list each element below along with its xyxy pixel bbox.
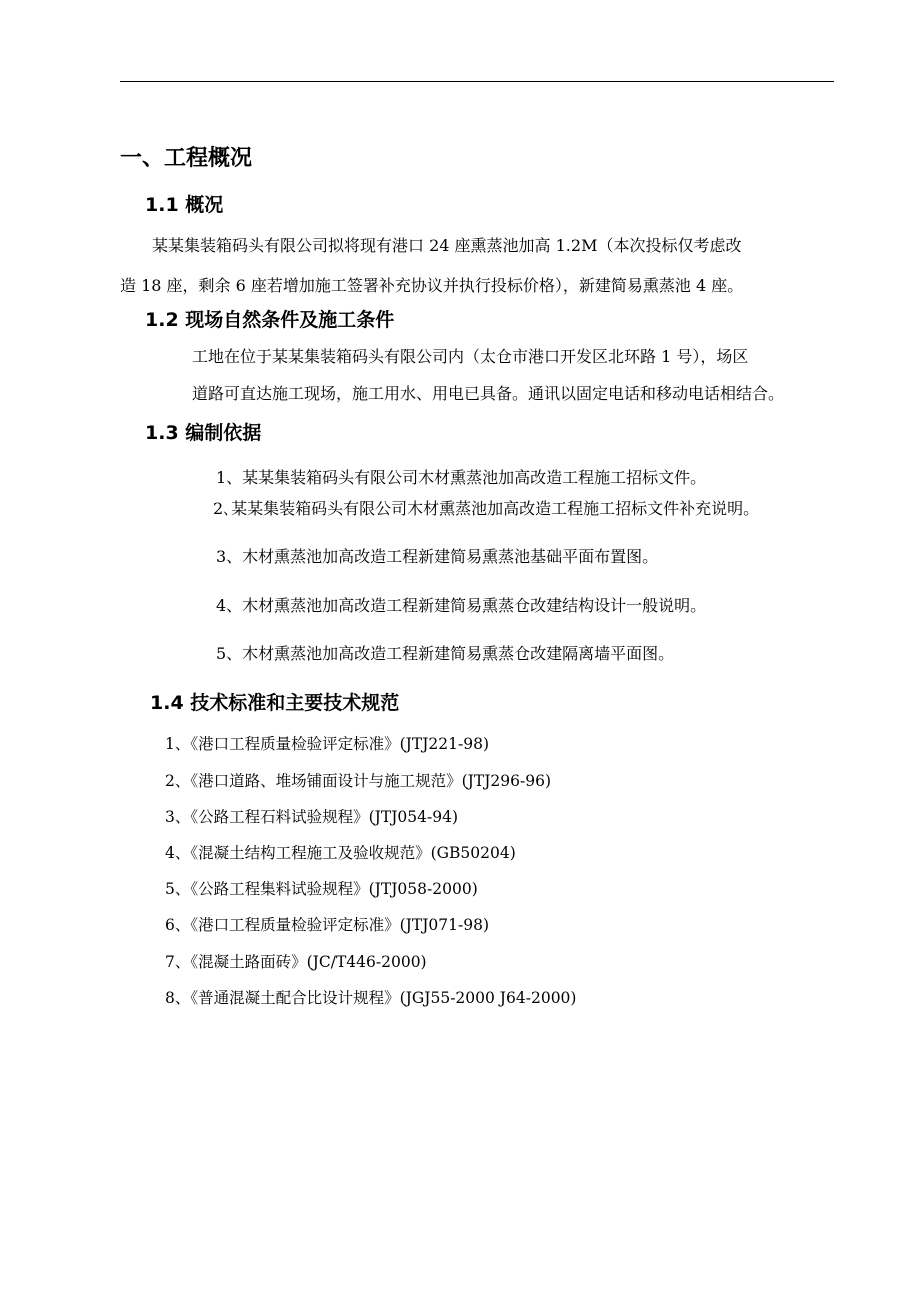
heading-1-4: 1.4 技术标准和主要技术规范	[150, 692, 400, 714]
standard-item: 7、《混凝土路面砖》(JC/T446-2000)	[165, 953, 427, 971]
basis-item: 3、木材熏蒸池加高改造工程新建简易熏蒸池基础平面布置图。	[216, 547, 659, 566]
heading-1-1: 1.1 概况	[145, 194, 224, 216]
basis-item: 5、木材熏蒸池加高改造工程新建简易熏蒸仓改建隔离墙平面图。	[216, 644, 675, 663]
header-rule	[120, 81, 834, 82]
basis-item: 2､某某集装箱码头有限公司木材熏蒸池加高改造工程施工招标文件补充说明。	[213, 499, 760, 518]
heading-1-3: 1.3 编制依据	[145, 422, 262, 444]
standard-item: 5、《公路工程集料试验规程》(JTJ058-2000)	[165, 880, 478, 898]
chapter-title: 一、工程概况	[120, 146, 253, 171]
standard-item: 1、《港口工程质量检验评定标准》(JTJ221-98)	[165, 735, 490, 753]
standard-item: 2、《港口道路、堆场铺面设计与施工规范》(JTJ296-96)	[165, 772, 552, 790]
standard-item: 6、《港口工程质量检验评定标准》(JTJ071-98)	[165, 916, 490, 934]
basis-item: 1、某某集装箱码头有限公司木材熏蒸池加高改造工程施工招标文件。	[216, 468, 707, 487]
heading-1-2: 1.2 现场自然条件及施工条件	[145, 309, 395, 331]
para-1-1-line2: 造 18 座，剩余 6 座若增加施工签署补充协议并执行投标价格），新建简易熏蒸池 4 座。	[120, 276, 744, 295]
standard-item: 3、《公路工程石料试验规程》(JTJ054-94)	[165, 808, 459, 826]
basis-item: 4、木材熏蒸池加高改造工程新建简易熏蒸仓改建结构设计一般说明。	[216, 596, 707, 615]
standard-item: 4、《混凝土结构工程施工及验收规范》(GB50204)	[165, 844, 516, 862]
para-1-1-line1: 某某集装箱码头有限公司拟将现有港口 24 座熏蒸池加高 1.2M（本次投标仅考虑改	[152, 236, 742, 255]
para-1-2-line1: 工地在位于某某集装箱码头有限公司内（太仓市港口开发区北环路 1 号），场区	[192, 347, 749, 366]
standard-item: 8、《普通混凝土配合比设计规程》(JGJ55-2000 J64-2000)	[165, 989, 577, 1007]
para-1-2-line2: 道路可直达施工现场，施工用水、用电已具备。通讯以固定电话和移动电话相结合。	[192, 384, 785, 403]
